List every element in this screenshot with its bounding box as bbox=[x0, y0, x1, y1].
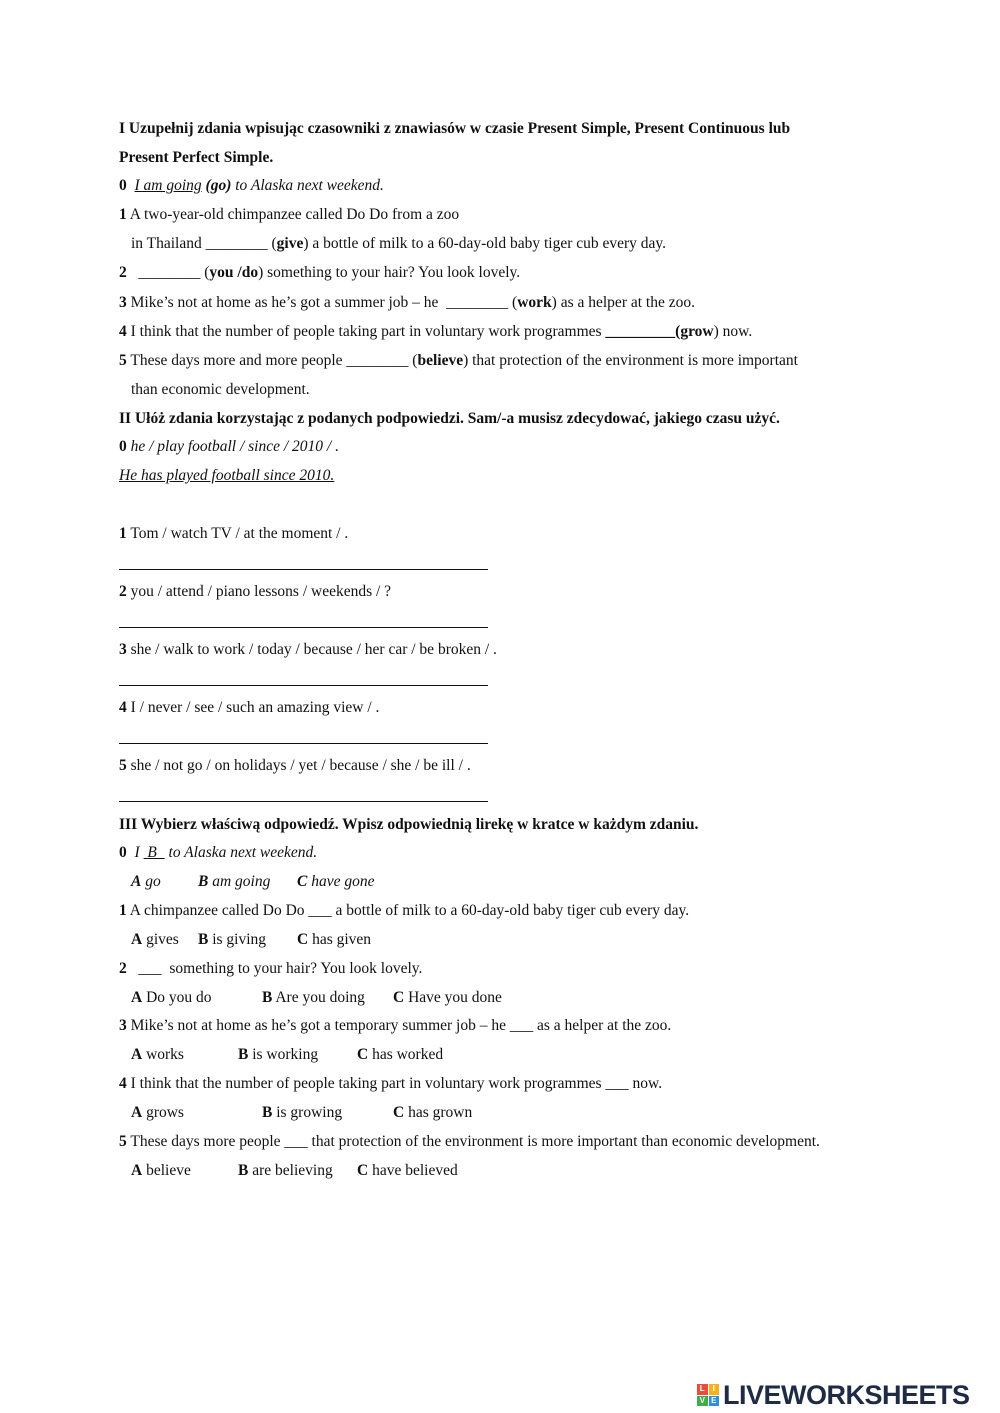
option-text: are believing bbox=[248, 1162, 333, 1179]
option-a[interactable] bbox=[131, 1045, 184, 1065]
question-text-post: ) something to your hair? You look lovely. bbox=[258, 264, 521, 281]
option-text: grows bbox=[142, 1104, 184, 1121]
verb-hint: you /do bbox=[209, 264, 259, 281]
section2-example-answer: He has played football since 2010. bbox=[119, 467, 335, 484]
question-text-pre: These days more and more people ________ ( bbox=[126, 352, 418, 369]
prompt-text: he / play football / since / 2010 / . bbox=[126, 438, 339, 455]
example-answer: I am going bbox=[134, 177, 202, 194]
question-text-post: ) now. bbox=[713, 323, 753, 340]
example-answer: B bbox=[143, 844, 165, 861]
option-letter: C bbox=[297, 873, 308, 890]
option-b bbox=[198, 872, 270, 892]
section2-item-4 bbox=[119, 698, 379, 718]
option-a[interactable] bbox=[131, 1161, 191, 1181]
section2-item-2 bbox=[119, 582, 391, 602]
section1-question-2[interactable] bbox=[119, 263, 520, 283]
option-text: Have you done bbox=[404, 989, 502, 1006]
section1-heading-line1: I Uzupełnij zdania wpisując czasowniki z znawiasów w czasie Present Simple, Present Continuous lub bbox=[119, 120, 791, 137]
answer-blank[interactable]: _________ bbox=[605, 323, 676, 340]
item-number: 3 bbox=[119, 641, 127, 658]
option-letter: C bbox=[393, 1104, 405, 1121]
answer-line-3[interactable] bbox=[119, 685, 488, 686]
liveworksheets-logo-icon bbox=[697, 1384, 719, 1406]
liveworksheets-logo bbox=[697, 1380, 970, 1410]
section3-question-5[interactable] bbox=[119, 1132, 820, 1152]
prompt-text: she / not go / on holidays / yet / because / she / be ill / . bbox=[126, 757, 471, 774]
option-text: believe bbox=[142, 1162, 191, 1179]
example-post: to Alaska next weekend. bbox=[164, 844, 318, 861]
option-b[interactable] bbox=[198, 930, 266, 950]
logo-text: LIVEWORKSHEETS bbox=[723, 1379, 970, 1410]
option-letter: A bbox=[131, 1104, 143, 1121]
item-number: 2 bbox=[119, 264, 127, 281]
question-text: I think that the number of people taking part in voluntary work programmes ___ now. bbox=[126, 1075, 663, 1092]
item-number: 4 bbox=[119, 1075, 127, 1092]
option-text: has given bbox=[308, 931, 372, 948]
item-number: 1 bbox=[119, 206, 127, 223]
option-letter: B bbox=[238, 1046, 249, 1063]
item-number: 2 bbox=[119, 583, 127, 600]
answer-line-4[interactable] bbox=[119, 743, 488, 744]
option-letter: C bbox=[297, 931, 309, 948]
question-text: ___ something to your hair? You look lovely. bbox=[126, 960, 423, 977]
item-number: 0 bbox=[119, 438, 127, 455]
option-letter: C bbox=[393, 989, 405, 1006]
item-number: 2 bbox=[119, 960, 127, 977]
option-letter: C bbox=[357, 1162, 369, 1179]
section3-example bbox=[119, 843, 317, 863]
item-number: 3 bbox=[119, 1017, 127, 1034]
item-number: 1 bbox=[119, 525, 127, 542]
option-c[interactable] bbox=[357, 1161, 458, 1181]
option-text: is giving bbox=[208, 931, 267, 948]
item-number: 0 bbox=[119, 177, 127, 194]
verb-hint: believe bbox=[417, 352, 464, 369]
option-letter: A bbox=[131, 873, 142, 890]
section1-question-5[interactable] bbox=[119, 351, 798, 371]
prompt-text: I / never / see / such an amazing view / . bbox=[126, 699, 380, 716]
section1-example bbox=[119, 176, 384, 196]
option-letter: C bbox=[357, 1046, 369, 1063]
option-letter: B bbox=[262, 1104, 273, 1121]
prompt-text: Tom / watch TV / at the moment / . bbox=[126, 525, 349, 542]
option-text: Are you doing bbox=[272, 989, 365, 1006]
answer-line-2[interactable] bbox=[119, 627, 488, 628]
question-text-post: ) as a helper at the zoo. bbox=[551, 294, 695, 311]
prompt-text: she / walk to work / today / because / her car / be broken / . bbox=[126, 641, 497, 658]
example-pre: I bbox=[126, 844, 144, 861]
item-number: 5 bbox=[119, 352, 127, 369]
question-text-pre: Mike’s not at home as he’s got a summer job – he ________ ( bbox=[126, 294, 518, 311]
question-text: Mike’s not at home as he’s got a temporary summer job – he ___ as a helper at the zoo. bbox=[126, 1017, 672, 1034]
option-letter: A bbox=[131, 1046, 143, 1063]
logo-icon-tile: L bbox=[697, 1384, 708, 1395]
example-verb: (go) bbox=[205, 177, 232, 194]
option-text: has worked bbox=[368, 1046, 444, 1063]
section2-item-5 bbox=[119, 756, 471, 776]
option-text: am going bbox=[208, 873, 271, 890]
option-c bbox=[297, 872, 374, 892]
option-text: have gone bbox=[307, 873, 375, 890]
option-a[interactable] bbox=[131, 1103, 184, 1123]
option-c[interactable] bbox=[297, 930, 371, 950]
option-a[interactable] bbox=[131, 930, 179, 950]
section3-question-4[interactable] bbox=[119, 1074, 662, 1094]
option-text: works bbox=[142, 1046, 184, 1063]
verb-hint: give bbox=[276, 235, 304, 252]
item-number: 0 bbox=[119, 844, 127, 861]
answer-line-1[interactable] bbox=[119, 569, 488, 570]
section1-question-4[interactable] bbox=[119, 322, 752, 342]
verb-hint: work bbox=[517, 294, 552, 311]
question-text-post: ) a bottle of milk to a 60-day-old baby tiger cub every day. bbox=[303, 235, 667, 252]
option-a[interactable] bbox=[131, 988, 212, 1008]
option-b[interactable] bbox=[262, 988, 365, 1008]
option-letter: B bbox=[262, 989, 273, 1006]
item-number: 4 bbox=[119, 699, 127, 716]
section1-question-3[interactable] bbox=[119, 293, 695, 313]
answer-line-5[interactable] bbox=[119, 801, 488, 802]
item-number: 5 bbox=[119, 1133, 127, 1150]
option-letter: A bbox=[131, 1162, 143, 1179]
section3-heading: III Wybierz właściwą odpowiedź. Wpisz odpowiednią lirekę w kratce w każdym zdaniu. bbox=[119, 816, 699, 833]
logo-icon-tile: I bbox=[709, 1384, 720, 1395]
option-text: Do you do bbox=[142, 989, 212, 1006]
question-text: These days more people ___ that protection of the environment is more important than economic development. bbox=[126, 1133, 820, 1150]
verb-hint: (grow bbox=[675, 323, 714, 340]
item-number: 1 bbox=[119, 902, 127, 919]
option-c[interactable] bbox=[357, 1045, 443, 1065]
section3-question-3[interactable] bbox=[119, 1016, 671, 1036]
option-a bbox=[131, 872, 161, 892]
option-text: go bbox=[141, 873, 161, 890]
option-letter: A bbox=[131, 989, 143, 1006]
option-b[interactable] bbox=[262, 1103, 342, 1123]
section2-item-3 bbox=[119, 640, 497, 660]
question-text-pre: in Thailand ________ ( bbox=[131, 235, 277, 252]
question-text: A chimpanzee called Do Do ___ a bottle of milk to a 60-day-old baby tiger cub every day. bbox=[126, 902, 690, 919]
prompt-text: you / attend / piano lessons / weekends / ? bbox=[126, 583, 392, 600]
item-number: 4 bbox=[119, 323, 127, 340]
section1-question-1 bbox=[119, 205, 459, 225]
option-c[interactable] bbox=[393, 1103, 472, 1123]
option-letter: B bbox=[238, 1162, 249, 1179]
section1-question-5-line2: than economic development. bbox=[131, 381, 310, 398]
option-text: have believed bbox=[368, 1162, 458, 1179]
option-text: gives bbox=[142, 931, 179, 948]
option-c[interactable] bbox=[393, 988, 502, 1008]
option-b[interactable] bbox=[238, 1161, 333, 1181]
option-b[interactable] bbox=[238, 1045, 318, 1065]
logo-icon-tile: E bbox=[709, 1396, 720, 1407]
question-text-pre: I think that the number of people taking part in voluntary work programmes bbox=[126, 323, 606, 340]
option-letter: B bbox=[198, 873, 209, 890]
question-text: A two-year-old chimpanzee called Do Do from a zoo bbox=[126, 206, 460, 223]
section2-example-prompt bbox=[119, 437, 339, 457]
option-text: is working bbox=[248, 1046, 319, 1063]
logo-icon-tile: V bbox=[697, 1396, 708, 1407]
section3-question-1[interactable] bbox=[119, 901, 689, 921]
item-number: 3 bbox=[119, 294, 127, 311]
section2-heading: II Ułóż zdania korzystając z podanych podpowiedzi. Sam/-a musisz zdecydować, jakiego czasu użyć. bbox=[119, 410, 780, 427]
section2-item-1 bbox=[119, 524, 348, 544]
question-text-pre: ________ ( bbox=[126, 264, 210, 281]
example-rest: to Alaska next weekend. bbox=[231, 177, 384, 194]
option-letter: B bbox=[198, 931, 209, 948]
question-text-post: ) that protection of the environment is more important bbox=[463, 352, 798, 369]
section1-heading-line2: Present Perfect Simple. bbox=[119, 149, 274, 166]
item-number: 5 bbox=[119, 757, 127, 774]
option-letter: A bbox=[131, 931, 143, 948]
option-text: is growing bbox=[272, 1104, 343, 1121]
section3-question-2[interactable] bbox=[119, 959, 422, 979]
option-text: has grown bbox=[404, 1104, 473, 1121]
section1-question-1-line2[interactable] bbox=[131, 234, 666, 254]
